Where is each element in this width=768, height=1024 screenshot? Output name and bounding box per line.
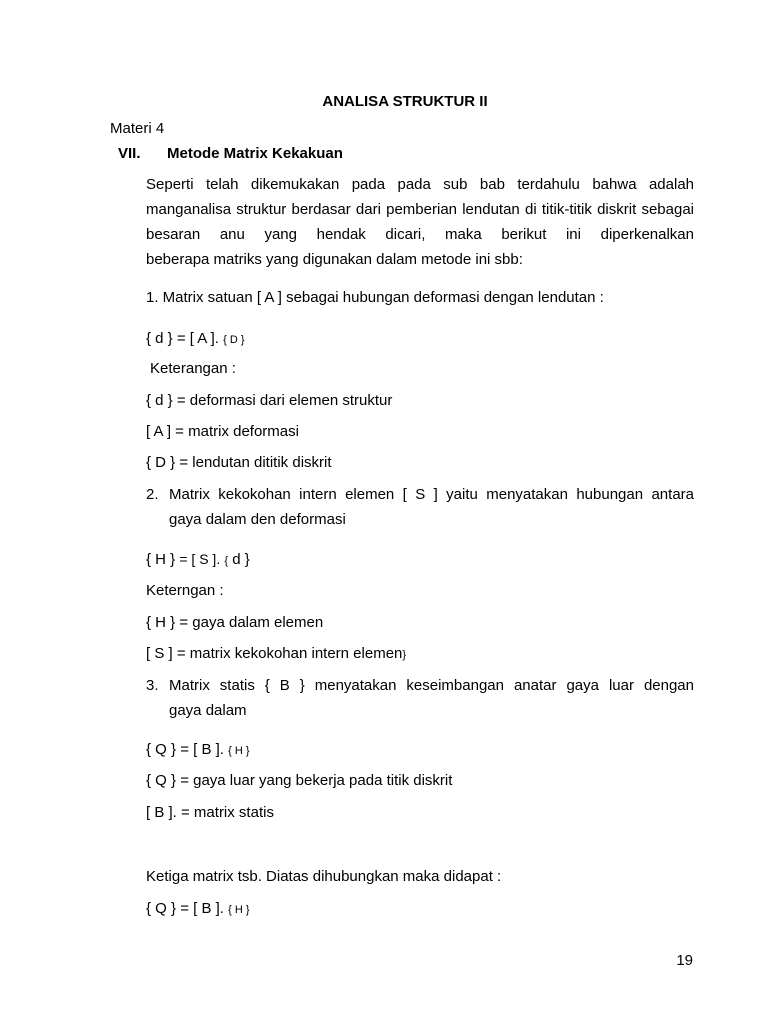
formula-main: { d } = [ A ]. <box>146 330 219 347</box>
item3-formula <box>146 741 250 760</box>
formula-part: { H } <box>146 551 176 568</box>
item2-line2: gaya dalam den deformasi <box>169 511 346 528</box>
item2-formula <box>146 550 250 570</box>
intro-line: Seperti telah dikemukakan pada pada sub bab terdahulu bahwa adalah <box>146 176 694 193</box>
document-title: ANALISA STRUKTUR II <box>322 93 488 110</box>
formula-main: { Q } = [ B ]. <box>146 741 224 758</box>
page-number: 19 <box>676 952 693 969</box>
item3-def: [ B ]. = matrix statis <box>146 804 274 821</box>
item2-def: { H } = gaya dalam elemen <box>146 614 324 631</box>
conclusion-text: Ketiga matrix tsb. Diatas dihubungkan maka didapat : <box>146 868 502 885</box>
item2-line1: Matrix kekokohan intern elemen [ S ] yaitu menyatakan hubungan antara <box>169 486 694 503</box>
formula-small: { <box>224 555 229 567</box>
formula-small: { D } <box>223 334 245 346</box>
materi-label: Materi 4 <box>110 120 165 137</box>
section-number: VII. <box>118 145 141 162</box>
item3-def: { Q } = gaya luar yang bekerja pada titik diskrit <box>146 772 453 789</box>
item3-line2: gaya dalam <box>169 702 247 719</box>
item1-def: { D } = lendutan dititik diskrit <box>146 454 332 471</box>
section-title: Metode Matrix Kekakuan <box>167 145 343 162</box>
def-small: } <box>402 649 407 661</box>
item1-keterangan: Keterangan : <box>150 360 236 377</box>
item1-def: { d } = deformasi dari elemen struktur <box>146 392 393 409</box>
formula-part: d } <box>232 551 250 568</box>
intro-line: manganalisa struktur berdasar dari pemberian lendutan di titik-titik diskrit <box>146 201 637 218</box>
formula-small: { H } <box>228 904 250 916</box>
formula-main: { Q } = [ B ]. <box>146 900 224 917</box>
item3-line1: Matrix statis { B } menyatakan keseimbangan anatar gaya luar dengan <box>169 677 694 694</box>
formula-small: { H } <box>228 745 250 757</box>
item2-number: 2. <box>146 486 159 503</box>
item1-text: 1. Matrix satuan [ A ] sebagai hubungan deformasi dengan lendutan : <box>146 289 604 306</box>
item3-number: 3. <box>146 677 159 694</box>
intro-paragraph <box>146 172 694 272</box>
item2-def <box>146 645 406 664</box>
final-formula <box>146 900 250 919</box>
item2-keterangan: Keterngan : <box>146 582 224 599</box>
intro-line: beberapa matriks yang digunakan dalam metode ini sbb: <box>146 251 523 268</box>
intro-line: sebagai besaran anu yang hendak dicari, maka berikut ini diperkenalkan <box>146 201 695 243</box>
formula-part: = [ S ]. <box>179 551 221 567</box>
def-main: [ S ] = matrix kekokohan intern elemen <box>146 645 403 662</box>
item1-def: [ A ] = matrix deformasi <box>146 423 299 440</box>
item1-formula <box>146 330 245 349</box>
